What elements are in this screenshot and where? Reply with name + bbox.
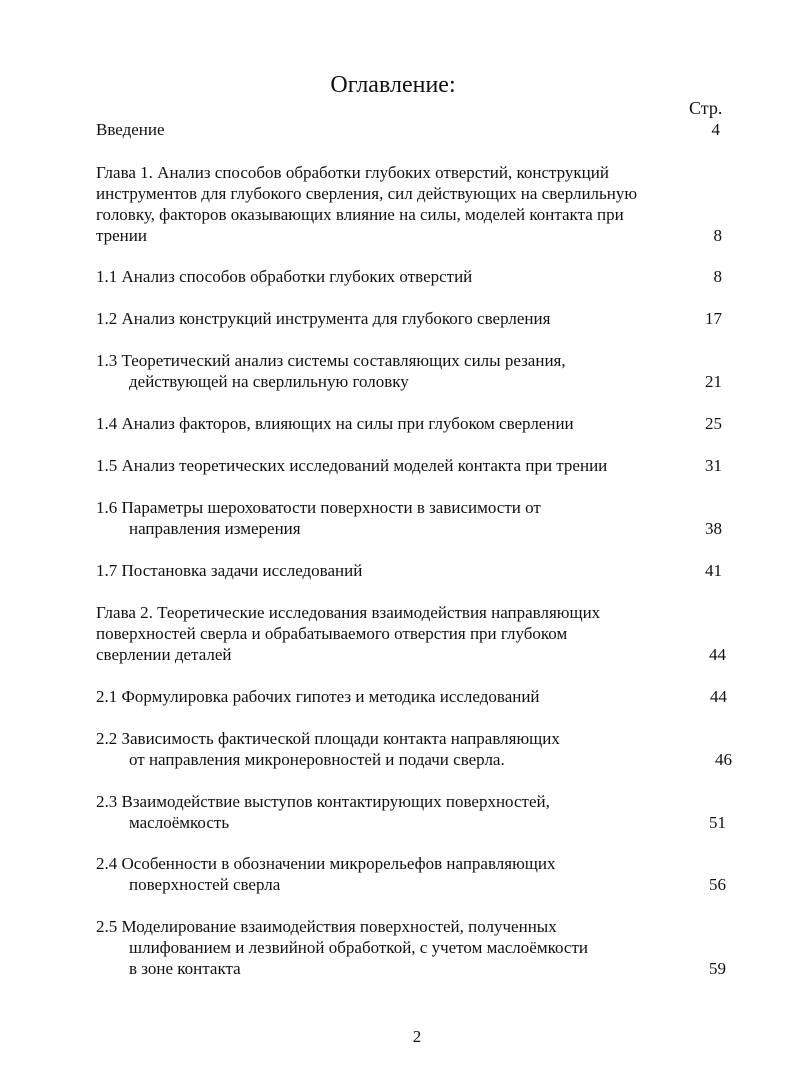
toc-entry-1-7-line-1: 1.7 Постановка задачи исследований [96, 561, 363, 580]
toc-entry-1-3-line-1: 1.3 Теоретический анализ системы составляющих силы резания, [96, 351, 566, 370]
toc-entry-chapter-2-line-1: Глава 2. Теоретические исследования взаимодействия направляющих [96, 603, 601, 622]
page-title: Оглавление: [330, 72, 456, 98]
toc-entry-2-4-line-2: поверхностей сверла [129, 875, 281, 894]
toc-entry-chapter-1-page: 8 [713, 226, 722, 245]
toc-entry-2-1-line-1: 2.1 Формулировка рабочих гипотез и методика исследований [96, 687, 540, 706]
page-footer-number: 2 [412, 1027, 422, 1046]
toc-entry-chapter-2-line-3: сверлении деталей [96, 645, 232, 664]
toc-entry-chapter-2-page: 44 [709, 645, 726, 664]
toc-entry-1-5-line-1: 1.5 Анализ теоретических исследований моделей контакта при трении [96, 456, 608, 475]
toc-entry-2-2-page: 46 [715, 750, 732, 769]
toc-entry-1-2-page: 17 [705, 309, 722, 328]
toc-entry-1-2-line-1: 1.2 Анализ конструкций инструмента для глубокого сверления [96, 309, 551, 328]
toc-entry-2-5-line-3: в зоне контакта [129, 959, 241, 978]
toc-entry-2-3-line-2: маслоёмкость [129, 813, 230, 832]
toc-entry-1-3-line-2: действующей на сверлильную головку [129, 372, 409, 391]
toc-entry-chapter-1-line-4: трении [96, 226, 147, 245]
toc-entry-1-4-line-1: 1.4 Анализ факторов, влияющих на силы при глубоком сверлении [96, 414, 574, 433]
toc-entry-1-5-page: 31 [705, 456, 722, 475]
toc-entry-2-5-line-1: 2.5 Моделирование взаимодействия поверхностей, полученных [96, 917, 557, 936]
toc-entry-intro-line-1: Введение [96, 120, 165, 139]
toc-entry-1-7-page: 41 [705, 561, 722, 580]
toc-entry-1-1-line-1: 1.1 Анализ способов обработки глубоких отверстий [96, 267, 473, 286]
toc-entry-2-1-page: 44 [710, 687, 727, 706]
toc-entry-2-3-line-1: 2.3 Взаимодействие выступов контактирующих поверхностей, [96, 792, 550, 811]
toc-entry-1-6-line-2: направления измерения [129, 519, 301, 538]
toc-entry-chapter-1-line-1: Глава 1. Анализ способов обработки глубоких отверстий, конструкций [96, 163, 609, 182]
toc-entry-2-4-line-1: 2.4 Особенности в обозначении микрорельефов направляющих [96, 854, 556, 873]
page-column-header: Стр. [689, 98, 723, 118]
toc-entry-2-5-page: 59 [709, 959, 726, 978]
toc-entry-chapter-1-line-2: инструментов для глубокого сверления, сил действующих на сверлильную [96, 184, 638, 203]
toc-entry-1-6-line-1: 1.6 Параметры шероховатости поверхности в зависимости от [96, 498, 541, 517]
toc-entry-1-4-page: 25 [705, 414, 722, 433]
toc-entry-chapter-2-line-2: поверхностей сверла и обрабатываемого отверстия при глубоком [96, 624, 568, 643]
toc-entry-2-2-line-2: от направления микронеровностей и подачи сверла. [129, 750, 505, 769]
toc-entry-2-4-page: 56 [709, 875, 726, 894]
toc-entry-chapter-1-line-3: головку, факторов оказывающих влияние на силы, моделей контакта при [96, 205, 624, 224]
toc-entry-2-3-page: 51 [709, 813, 726, 832]
toc-entry-2-5-line-2: шлифованием и лезвийной обработкой, с учетом маслоёмкости [129, 938, 588, 957]
toc-entry-1-3-page: 21 [705, 372, 722, 391]
toc-entry-1-1-page: 8 [713, 267, 722, 286]
toc-entry-intro-page: 4 [711, 120, 720, 139]
toc-entry-1-6-page: 38 [705, 519, 722, 538]
toc-entry-2-2-line-1: 2.2 Зависимость фактической площади контакта направляющих [96, 729, 560, 748]
